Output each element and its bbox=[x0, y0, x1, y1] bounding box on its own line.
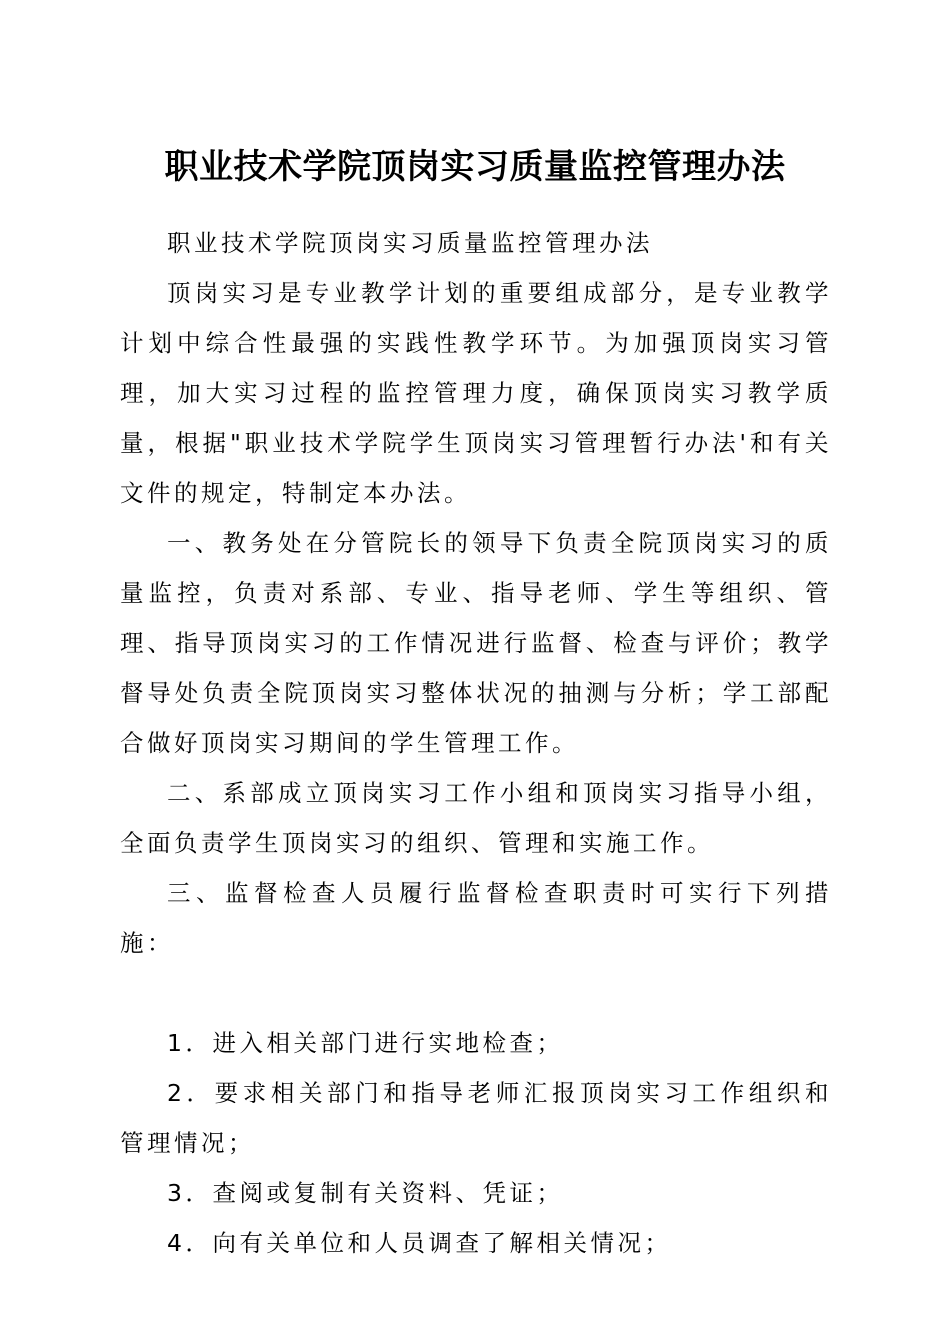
measure-item: 3．查阅或复制有关资料、凭证； bbox=[167, 1179, 564, 1207]
blank-line bbox=[120, 968, 832, 1018]
paragraph-item-3: 三、监督检查人员履行监督检查职责时可实行下列措施： bbox=[120, 879, 832, 957]
paragraph-item-2: 二、系部成立顶岗实习工作小组和顶岗实习指导小组，全面负责学生顶岗实习的组织、管理和实施工作。 bbox=[120, 779, 832, 857]
paragraph-subtitle: 职业技术学院顶岗实习质量监控管理办法 bbox=[167, 229, 653, 257]
paragraph-item-1: 一、教务处在分管院长的领导下负责全院顶岗实习的质量监控，负责对系部、专业、指导老师、学生等组织、管理、指导顶岗实习的工作情况进行监督、检查与评价；教学督导处负责全院顶岗实习整体状况的抽测与分析；学工部配合做好顶岗实习期间的学生管理工作。 bbox=[120, 529, 832, 757]
measure-item: 2．要求相关部门和指导老师汇报顶岗实习工作组织和管理情况； bbox=[120, 1079, 832, 1157]
measure-item: 4．向有关单位和人员调查了解相关情况； bbox=[167, 1229, 672, 1257]
document-body bbox=[120, 218, 832, 1268]
paragraph-intro: 顶岗实习是专业教学计划的重要组成部分，是专业教学计划中综合性最强的实践性教学环节。为加强顶岗实习管理，加大实习过程的监控管理力度，确保顶岗实习教学质量，根据"职业技术学院学生顶岗实习管理暂行办法'和有关文件的规定，特制定本办法。 bbox=[120, 279, 832, 507]
document-title: 职业技术学院顶岗实习质量监控管理办法 bbox=[164, 147, 786, 187]
measure-item: 1．进入相关部门进行实地检查； bbox=[167, 1029, 564, 1057]
